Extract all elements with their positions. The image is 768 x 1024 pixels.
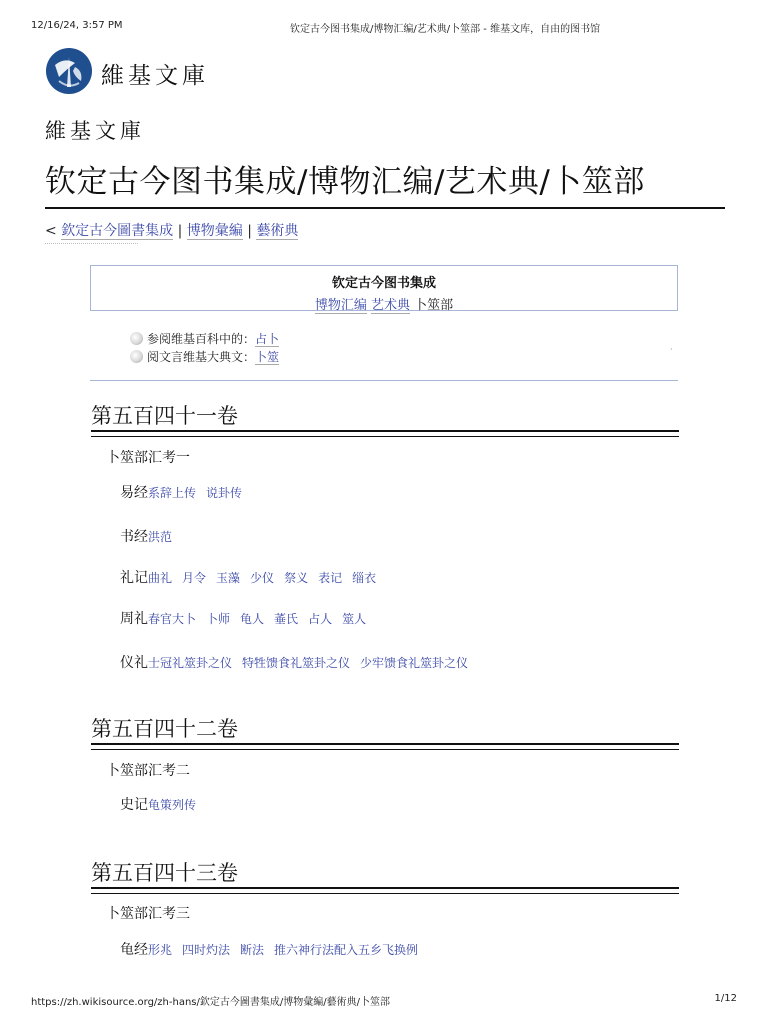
note-link-classical-wiki[interactable]: 卜筮 [255, 350, 280, 364]
note-classical-wiki [130, 348, 279, 366]
entry-book: 龟经 [120, 942, 148, 958]
wikipedia-globe-icon [130, 350, 143, 363]
wikisource-globe-icon [45, 47, 93, 95]
header-nav-compilation[interactable]: 博物汇编 [314, 298, 367, 313]
entry-link[interactable]: 表记 [318, 571, 343, 585]
volume-rule [91, 743, 679, 750]
entry-book: 周礼 [120, 611, 148, 627]
entry-link[interactable]: 特牲馈食礼筮卦之仪 [242, 656, 351, 670]
entry-link[interactable]: 龟人 [240, 612, 265, 626]
entry-link[interactable]: 形兆 [148, 943, 173, 957]
header-box-nav [91, 294, 677, 313]
print-datetime: 12/16/24, 3:57 PM [31, 20, 123, 31]
volume-rule [91, 430, 679, 437]
logo-text: 維基文庫 [101, 63, 209, 89]
note-text: 参阅维基百科中的： [147, 332, 256, 346]
entry-book: 史记 [120, 797, 148, 813]
volume-rule [91, 887, 679, 894]
entry-book: 仪礼 [120, 655, 148, 671]
entry-link[interactable]: 月令 [182, 571, 207, 585]
breadcrumb-link-collection[interactable]: 欽定古今圖書集成 [61, 223, 174, 239]
breadcrumb-separator: | [177, 223, 187, 239]
entry-link[interactable]: 少牢馈食礼筮卦之仪 [360, 656, 469, 670]
print-title: 钦定古今图书集成/博物汇编/艺术典/卜筮部 - 维基文库，自由的图书馆 [290, 24, 601, 35]
entry-link[interactable]: 玉藻 [216, 571, 241, 585]
header-navbox [90, 265, 678, 311]
volume-title: 第五百四十二卷 [91, 717, 238, 741]
breadcrumb-link-compilation[interactable]: 博物彙編 [186, 223, 243, 239]
breadcrumb [45, 220, 298, 240]
entry-link[interactable]: 祭义 [284, 571, 309, 585]
breadcrumb-link-canon[interactable]: 藝術典 [256, 223, 299, 239]
print-footer [0, 993, 768, 1007]
entry-link[interactable]: 洪范 [148, 530, 173, 544]
volume-subtitle: 卜筮部汇考二 [106, 763, 190, 779]
entry-link[interactable]: 筮人 [342, 612, 367, 626]
entry-row [120, 608, 376, 628]
wikipedia-globe-icon [130, 332, 143, 345]
note-wikipedia [130, 330, 279, 348]
entry-book: 易经 [120, 485, 148, 501]
note-link-wikipedia[interactable]: 占卜 [255, 332, 280, 346]
breadcrumb-divider [45, 243, 138, 250]
volume-subtitle: 卜筮部汇考三 [106, 906, 190, 922]
entry-link[interactable]: 菙氏 [274, 612, 299, 626]
entry-row [120, 526, 182, 546]
entry-row [120, 939, 428, 959]
entry-link[interactable]: 断法 [240, 943, 265, 957]
entry-link[interactable]: 占人 [308, 612, 333, 626]
print-header [0, 20, 768, 34]
dot-mark: · [670, 345, 673, 354]
header-nav-canon[interactable]: 艺术典 [370, 298, 410, 313]
entry-link[interactable]: 卜师 [206, 612, 231, 626]
volume-title: 第五百四十三卷 [91, 861, 238, 885]
page-title: 钦定古今图书集成/博物汇编/艺术典/卜筮部 [45, 156, 725, 209]
breadcrumb-prefix: < [45, 223, 57, 239]
entry-row [120, 567, 386, 587]
entry-link[interactable]: 曲礼 [148, 571, 173, 585]
entry-link[interactable]: 推六神行法配入五乡飞换例 [274, 943, 419, 957]
sister-project-notes [130, 330, 279, 366]
entry-row [120, 794, 206, 814]
entry-link[interactable]: 四时灼法 [182, 943, 231, 957]
entry-book: 礼记 [120, 570, 148, 586]
header-nav-section: 卜筮部 [414, 298, 454, 313]
print-url: https://zh.wikisource.org/zh-hans/欽定古今圖書集成/博物彙編/藝術典/卜筮部 [31, 997, 390, 1008]
entry-link[interactable]: 少仪 [250, 571, 275, 585]
entry-book: 书经 [120, 529, 148, 545]
note-text: 阅文言维基大典文： [147, 350, 256, 364]
volume-title: 第五百四十一卷 [91, 404, 238, 428]
entry-link[interactable]: 系辞上传 [148, 486, 197, 500]
header-box-title: 钦定古今图书集成 [331, 276, 436, 291]
entry-link[interactable]: 缁衣 [352, 571, 377, 585]
entry-link[interactable]: 士冠礼筮卦之仪 [148, 656, 233, 670]
entry-row [120, 482, 252, 502]
site-name: 維基文庫 [45, 119, 145, 143]
entry-link[interactable]: 龟策列传 [148, 798, 197, 812]
breadcrumb-separator: | [247, 223, 257, 239]
entry-link[interactable]: 春官大卜 [148, 612, 197, 626]
volume-subtitle: 卜筮部汇考一 [106, 450, 190, 466]
entry-link[interactable]: 说卦传 [206, 486, 243, 500]
section-divider [90, 380, 678, 381]
entry-row [120, 652, 478, 672]
print-page-number: 1/12 [714, 993, 737, 1004]
